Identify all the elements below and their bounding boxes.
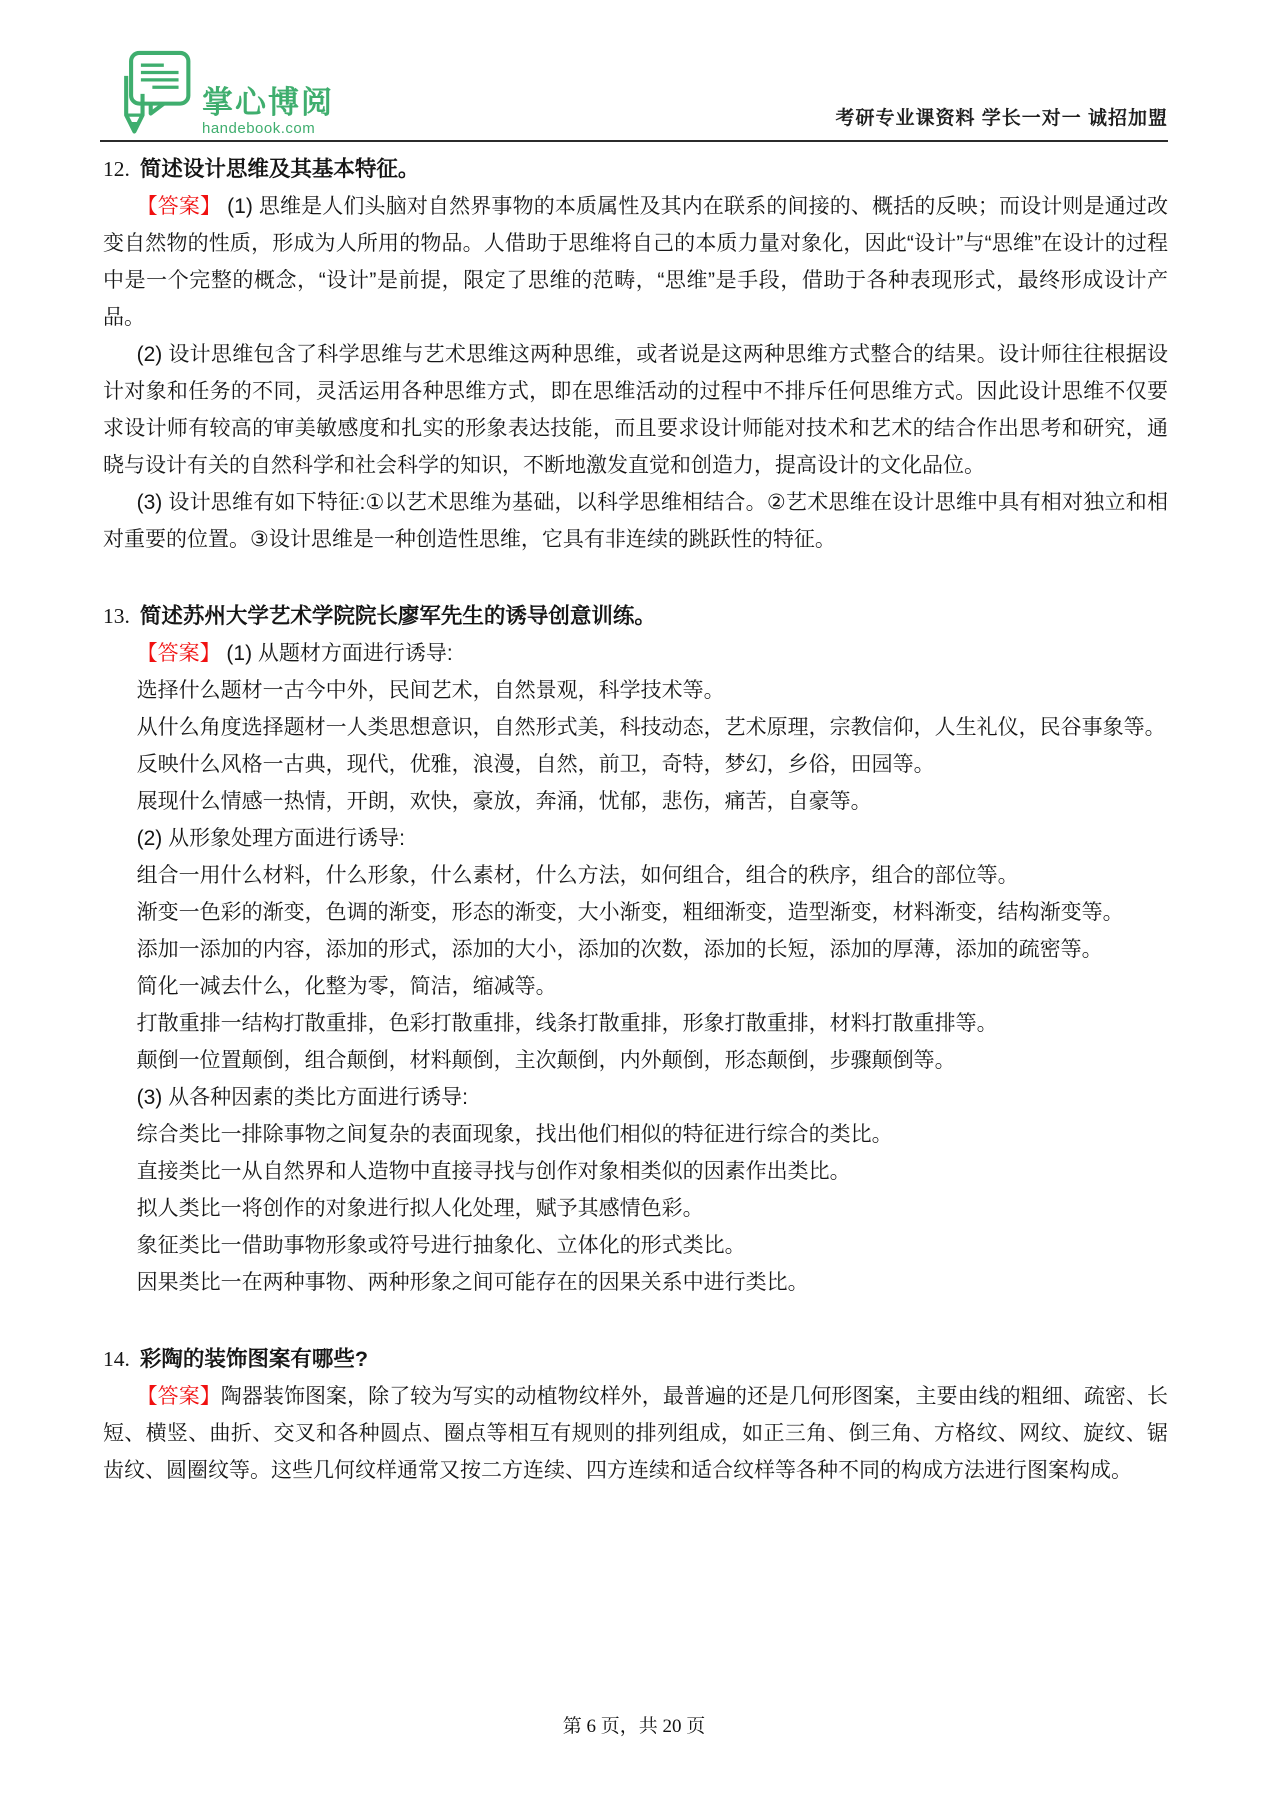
- answer-text: 添加一添加的内容，添加的形式，添加的大小，添加的次数，添加的长短，添加的厚薄，添加的疏密等。: [136, 938, 1103, 961]
- answer-paragraph: [103, 746, 1168, 783]
- answer-paragraph: [103, 894, 1168, 931]
- answer-text: 展现什么情感一热情，开朗，欢快，豪放，奔涌，忧郁，悲伤，痛苦，自豪等。: [136, 790, 872, 813]
- pencil-note-icon: [112, 48, 196, 138]
- answer-label: 【答案】: [136, 642, 221, 665]
- brand-name: 掌心博阅: [202, 85, 334, 120]
- answer-paragraph: [103, 1005, 1168, 1042]
- answer-text: 从什么角度选择题材一人类思想意识，自然形式美，科技动态，艺术原理，宗教信仰，人生礼仪，民谷事象等。: [136, 716, 1166, 739]
- answer-text: (3) 设计思维有如下特征:①以艺术思维为基础，以科学思维相结合。②艺术思维在设计思维中具有相对独立和相对重要的位置。③设计思维是一种创造性思维，它具有非连续的跳跃性的特征。: [103, 491, 1168, 551]
- answer-text: 颠倒一位置颠倒，组合颠倒，材料颠倒，主次颠倒，内外颠倒，形态颠倒，步骤颠倒等。: [136, 1049, 956, 1072]
- answer-paragraph: [103, 1116, 1168, 1153]
- answer-text: (1) 从题材方面进行诱导:: [220, 642, 453, 665]
- answer-paragraph: [103, 820, 1168, 857]
- answer-paragraph: [103, 672, 1168, 709]
- answer-paragraph: [103, 484, 1168, 558]
- answer-paragraph: [103, 1190, 1168, 1227]
- answer-paragraph: [103, 1042, 1168, 1079]
- brand-domain: handebook.com: [202, 120, 316, 137]
- answer-text: 拟人类比一将创作的对象进行拟人化处理，赋予其感情色彩。: [136, 1197, 704, 1220]
- answer-text: 组合一用什么材料，什么形象，什么素材，什么方法，如何组合，组合的秩序，组合的部位等。: [136, 864, 1019, 887]
- answer-text: 象征类比一借助事物形象或符号进行抽象化、立体化的形式类比。: [136, 1234, 746, 1257]
- answer-text: 直接类比一从自然界和人造物中直接寻找与创作对象相类似的因素作出类比。: [136, 1160, 851, 1183]
- answer-text: 反映什么风格一古典，现代，优雅，浪漫，自然，前卫，奇特，梦幻，乡俗，田园等。: [136, 753, 935, 776]
- answer-paragraph: [103, 968, 1168, 1005]
- brand-logo: [112, 48, 334, 138]
- answer-text: 陶器装饰图案，除了较为写实的动植物纹样外，最普遍的还是几何形图案，主要由线的粗细、疏密、长短、横竖、曲折、交叉和各种圆点、圈点等相互有规则的排列组成，如正三角、倒三角、方格纹、网纹、旋纹、锯齿纹、圆圈纹等。这些几何纹样通常又按二方连续、四方连续和适合纹样等各种不同的构成方法进行图案构成。: [103, 1385, 1168, 1482]
- answer-paragraph: [103, 1227, 1168, 1264]
- answer-text: 因果类比一在两种事物、两种形象之间可能存在的因果关系中进行类比。: [136, 1271, 809, 1294]
- answer-paragraph: [103, 188, 1168, 336]
- question-block-13: [103, 598, 1168, 1301]
- answer-paragraph: [103, 1079, 1168, 1116]
- header-divider: [100, 140, 1168, 142]
- question-block-14: [103, 1341, 1168, 1489]
- answer-paragraph: [103, 1378, 1168, 1489]
- question-title: 简述设计思维及其基本特征。: [139, 157, 420, 181]
- question-heading: [103, 151, 1168, 188]
- answer-paragraph: [103, 336, 1168, 484]
- answer-paragraph: [103, 709, 1168, 746]
- brand-text: [202, 87, 334, 138]
- question-number: 13.: [103, 604, 130, 628]
- answer-label: 【答案】: [136, 195, 222, 218]
- question-number: 12.: [103, 157, 130, 181]
- answer-text: (2) 从形象处理方面进行诱导:: [136, 827, 405, 850]
- answer-text: (3) 从各种因素的类比方面进行诱导:: [136, 1086, 468, 1109]
- answer-paragraph: [103, 635, 1168, 672]
- question-number: 14.: [103, 1347, 130, 1371]
- answer-text: 打散重排一结构打散重排，色彩打散重排，线条打散重排，形象打散重排，材料打散重排等。: [136, 1012, 998, 1035]
- document-body: [103, 151, 1168, 1489]
- page-footer: [0, 1711, 1268, 1738]
- header-tagline: 考研专业课资料 学长一对一 诚招加盟: [835, 108, 1168, 129]
- question-heading: [103, 1341, 1168, 1378]
- answer-text: (2) 设计思维包含了科学思维与艺术思维这两种思维，或者说是这两种思维方式整合的结果。设计师往往根据设计对象和任务的不同，灵活运用各种思维方式，即在思维活动的过程中不排斥任何思维方式。因此设计思维不仅要求设计师有较高的审美敏感度和扎实的形象表达技能，而且要求设计师能对技术和艺术的结合作出思考和研究，通晓与设计有关的自然科学和社会科学的知识，不断地激发直觉和创造力，提高设计的文化品位。: [103, 343, 1168, 477]
- answer-text: 渐变一色彩的渐变，色调的渐变，形态的渐变，大小渐变，粗细渐变，造型渐变，材料渐变，结构渐变等。: [136, 901, 1124, 924]
- answer-paragraph: [103, 857, 1168, 894]
- answer-text: 选择什么题材一古今中外，民间艺术，自然景观，科学技术等。: [136, 679, 725, 702]
- question-heading: [103, 598, 1168, 635]
- answer-paragraph: [103, 931, 1168, 968]
- answer-paragraph: [103, 1153, 1168, 1190]
- answer-label: 【答案】: [136, 1385, 221, 1408]
- answer-paragraph: [103, 1264, 1168, 1301]
- question-title: 彩陶的装饰图案有哪些?: [139, 1347, 369, 1371]
- answer-text: 简化一减去什么，化整为零，简洁，缩减等。: [136, 975, 557, 998]
- answer-paragraph: [103, 783, 1168, 820]
- question-block-12: [103, 151, 1168, 558]
- answer-text: (1) 思维是人们头脑对自然界事物的本质属性及其内在联系的间接的、概括的反映；而设计则是通过改变自然物的性质，形成为人所用的物品。人借助于思维将自己的本质力量对象化，因此“设计”与“思维”在设计的过程中是一个完整的概念，“设计”是前提，限定了思维的范畴，“思维”是手段，借助于各种表现形式，最终形成设计产品。: [103, 195, 1168, 329]
- question-title: 简述苏州大学艺术学院院长廖军先生的诱导创意训练。: [139, 604, 656, 628]
- page-number: 第 6 页，共 20 页: [562, 1716, 706, 1737]
- page-header: [0, 0, 1268, 142]
- answer-text: 综合类比一排除事物之间复杂的表面现象，找出他们相似的特征进行综合的类比。: [136, 1123, 893, 1146]
